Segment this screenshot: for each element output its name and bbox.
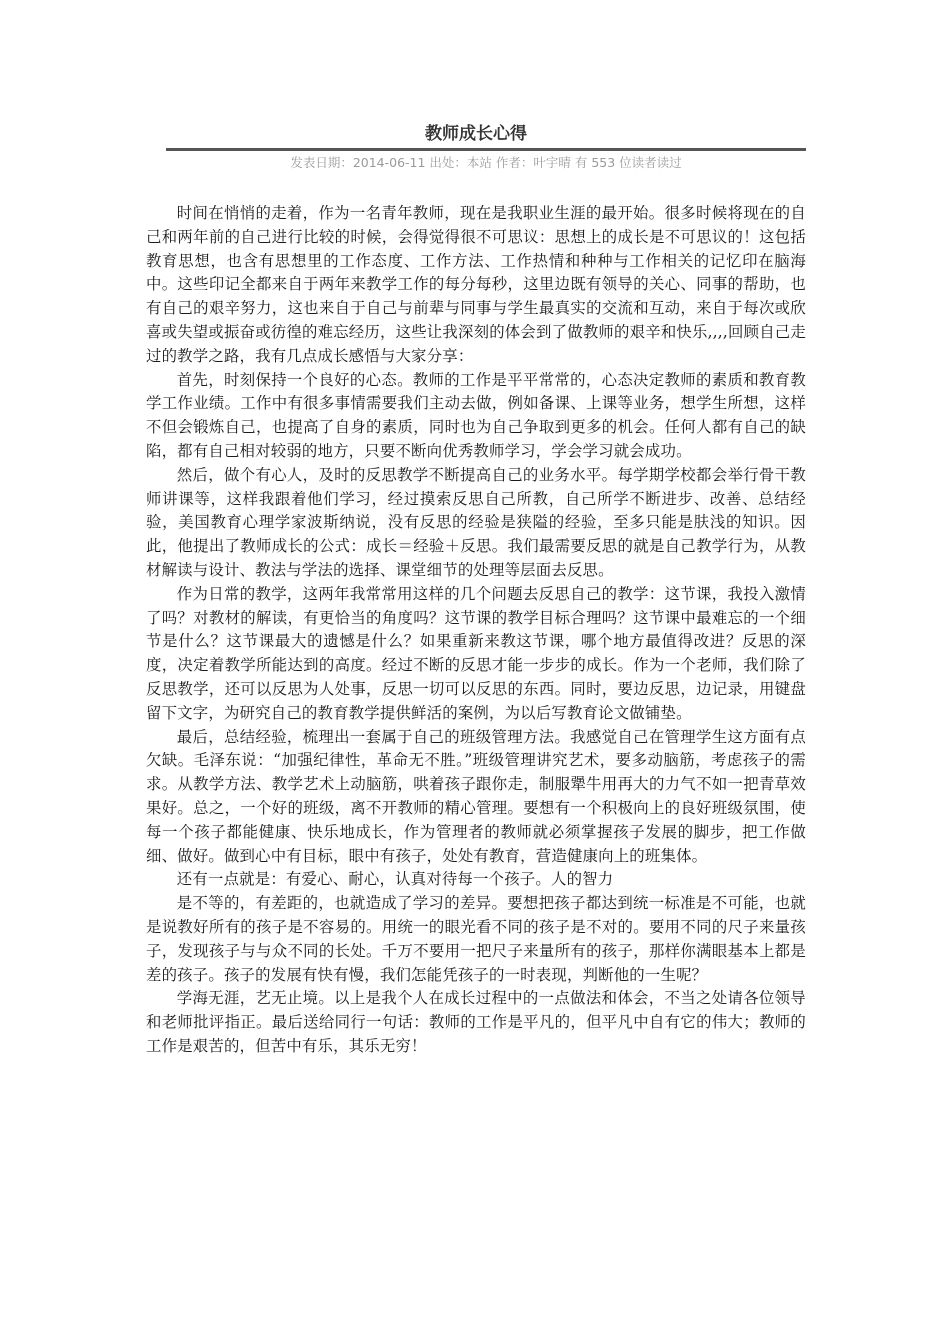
paragraph: 最后，总结经验，梳理出一套属于自己的班级管理方法。我感觉自己在管理学生这方面有点欠缺。毛泽东说：“加强纪律性，革命无不胜。”班级管理讲究艺术，要多动脑筋，考虑孩子的需求。从教学方法、教学艺术上动脑筋，哄着孩子跟你走，制服犟牛用再大的力气不如一把青草效果好。总之，一个好的班级，离不开教师的精心管理。要想有一个积极向上的良好班级氛围，使每一个孩子都能健康、快乐地成长，作为管理者的教师就必须掌握孩子发展的脚步，把工作做细、做好。做到心中有目标，眼中有孩子，处处有教育，营造健康向上的班集体。: [146, 727, 806, 865]
article: [146, 120, 806, 1059]
article-title: 教师成长心得: [425, 124, 527, 144]
paragraph: 作为日常的教学，这两年我常常用这样的几个问题去反思自己的教学：这节课，我投入激情了吗？对教材的解读，有更恰当的角度吗？这节课的教学目标合理吗？这节课中最难忘的一个细节是什么？这节课最大的遗憾是什么？如果重新来教这节课，哪个地方最值得改进？反思的深度，决定着教学所能达到的高度。经过不断的反思才能一步步的成长。作为一个老师，我们除了反思教学，还可以反思为人处事，反思一切可以反思的东西。同时，要边反思，边记录，用键盘留下文字，为研究自己的教育教学提供鲜活的案例，为以后写教育论文做铺垫。: [146, 584, 806, 722]
article-meta: 发表日期：2014-06-11 出处：本站 作者：叶宇晴 有 553 位读者读过: [290, 155, 682, 170]
paragraph: 时间在悄悄的走着，作为一名青年教师，现在是我职业生涯的最开始。很多时候将现在的自己和两年前的自己进行比较的时候，会得觉得很不可思议：思想上的成长是不可思议的！这包括教育思想，也含有思想里的工作态度、工作方法、工作热情和种种与工作相关的记忆印在脑海中。这些印记全都来自于两年来教学工作的每分每秒，这里边既有领导的关心、同事的帮助，也有自己的艰辛努力，这也来自于自己与前辈与同事与学生最真实的交流和互动，来自于每次或欣喜或失望或振奋或彷徨的难忘经历，这些让我深刻的体会到了做教师的艰辛和快乐,,,,回顾自己走过的教学之路，我有几点成长感悟与大家分享：: [146, 204, 806, 365]
paragraph: 还有一点就是：有爱心、耐心，认真对待每一个孩子。人的智力: [176, 870, 614, 889]
article-body: [146, 202, 806, 1059]
paragraph: 学海无涯，艺无止境。以上是我个人在成长过程中的一点做法和体会，不当之处请各位领导和老师批评指正。最后送给同行一句话：教师的工作是平凡的，但平凡中自有它的伟大；教师的工作是艰苦的，但苦中有乐，其乐无穷！: [146, 989, 806, 1055]
paragraph: 然后，做个有心人，及时的反思教学不断提高自己的业务水平。每学期学校都会举行骨干教师讲课等，这样我跟着他们学习，经过摸索反思自己所教，自己所学不断进步、改善、总结经验，美国教育心理学家波斯纳说，没有反思的经验是狭隘的经验，至多只能是肤浅的知识。因此，他提出了教师成长的公式：成长＝经验＋反思。我们最需要反思的就是自己教学行为，从教材解读与设计、教法与学法的选择、课堂细节的处理等层面去反思。: [146, 465, 806, 579]
paragraph: 首先，时刻保持一个良好的心态。教师的工作是平平常常的，心态决定教师的素质和教育教学工作业绩。工作中有很多事情需要我们主动去做，例如备课、上课等业务，想学生所想，这样不但会锻炼自己，也提高了自身的素质，同时也为自己争取到更多的机会。任何人都有自己的缺陷，都有自己相对较弱的地方，只要不断向优秀教师学习，学会学习就会成功。: [146, 370, 806, 460]
title-divider: [166, 148, 806, 151]
paragraph: 是不等的，有差距的，也就造成了学习的差异。要想把孩子都达到统一标准是不可能，也就是说教好所有的孩子是不容易的。用统一的眼光看不同的孩子是不对的。要用不同的尺子来量孩子，发现孩子与与众不同的长处。千万不要用一把尺子来量所有的孩子，那样你满眼基本上都是差的孩子。孩子的发展有快有慢，我们怎能凭孩子的一时表现，判断他的一生呢？: [146, 894, 806, 984]
